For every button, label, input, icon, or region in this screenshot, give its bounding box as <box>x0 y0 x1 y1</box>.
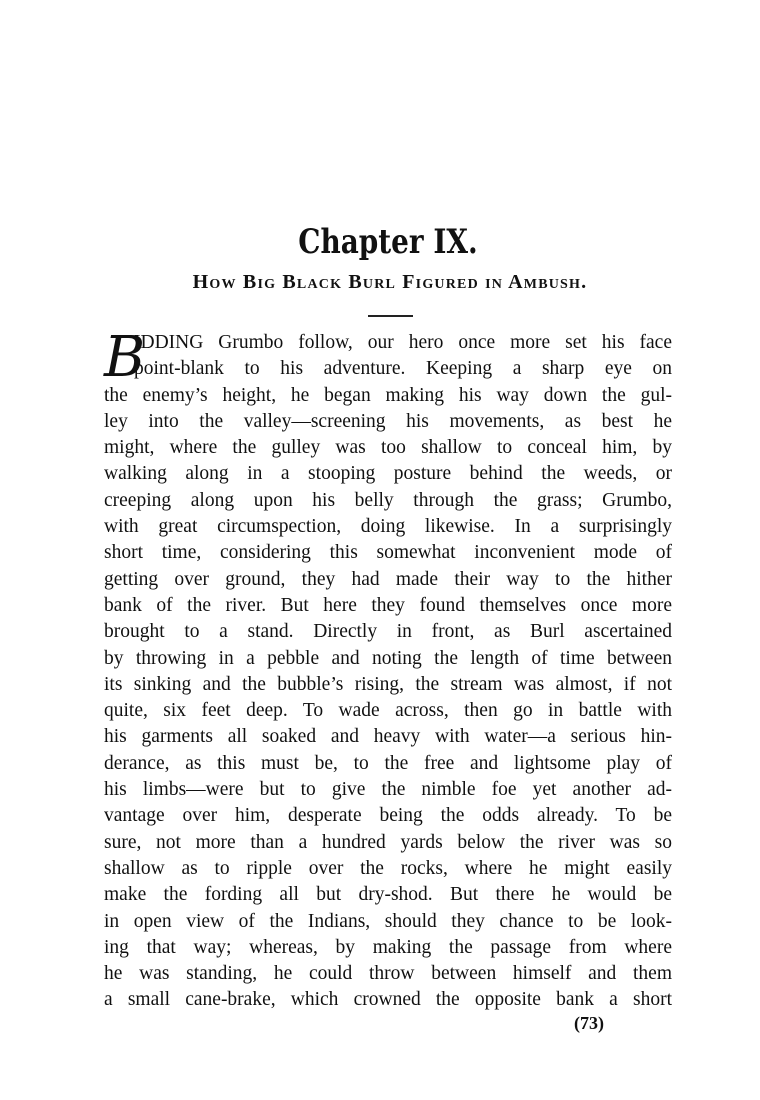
text-line: derance, as this must be, to the free and lightsome play of <box>104 752 672 774</box>
text-line: sure, not more than a hundred yards below the river was so <box>104 831 672 853</box>
text-line: a small cane-brake, which crowned the opposite bank a short <box>104 989 672 1011</box>
text-line: creeping along upon his belly through the grass; Grumbo, <box>104 489 672 511</box>
text-line: point-blank to his adventure. Keeping a sharp eye on <box>134 358 672 380</box>
text-line: with great circumspection, doing likewise. In a surprisingly <box>104 516 672 538</box>
text-line: his garments all soaked and heavy with water—a serious hin- <box>104 726 672 748</box>
text-line: he was standing, he could throw between himself and them <box>104 963 672 985</box>
text-line: the enemy’s height, he began making his way down the gul- <box>104 384 672 406</box>
body-text <box>104 325 672 1014</box>
text-line: by throwing in a pebble and noting the length of time between <box>104 647 672 669</box>
page-number: (73) <box>574 1013 604 1033</box>
text-line: IDDING Grumbo follow, our hero once more set his face <box>134 332 672 353</box>
text-line: quite, six feet deep. To wade across, then go in battle with <box>104 700 672 722</box>
text-line: shallow as to ripple over the rocks, where he might easily <box>104 857 672 879</box>
drop-cap: B <box>104 325 146 390</box>
chapter-subtitle: How Big Black Burl Figured in Ambush. <box>192 271 588 293</box>
text-line: walking along in a stooping posture behind the weeds, or <box>104 463 672 485</box>
chapter-title: Chapter IX. <box>298 222 478 262</box>
text-line: in open view of the Indians, should they chance to be look- <box>104 910 672 932</box>
text-line: might, where the gulley was too shallow to conceal him, by <box>104 437 672 459</box>
text-line: getting over ground, they had made their way to the hither <box>104 568 672 590</box>
text-line: its sinking and the bubble’s rising, the stream was almost, if not <box>104 673 672 695</box>
text-line: make the fording all but dry-shod. But there he would be <box>104 884 672 906</box>
title-divider <box>368 315 413 317</box>
text-line: his limbs—were but to give the nimble foe yet another ad- <box>104 779 672 801</box>
text-line: bank of the river. But here they found themselves once more <box>104 594 672 616</box>
text-line: ing that way; whereas, by making the passage from where <box>104 936 672 958</box>
text-line: brought to a stand. Directly in front, as Burl ascertained <box>104 621 672 643</box>
text-line: vantage over him, desperate being the odds already. To be <box>104 805 672 827</box>
text-line: ley into the valley—screening his movements, as best he <box>104 410 672 432</box>
text-line: short time, considering this somewhat inconvenient mode of <box>104 542 672 564</box>
